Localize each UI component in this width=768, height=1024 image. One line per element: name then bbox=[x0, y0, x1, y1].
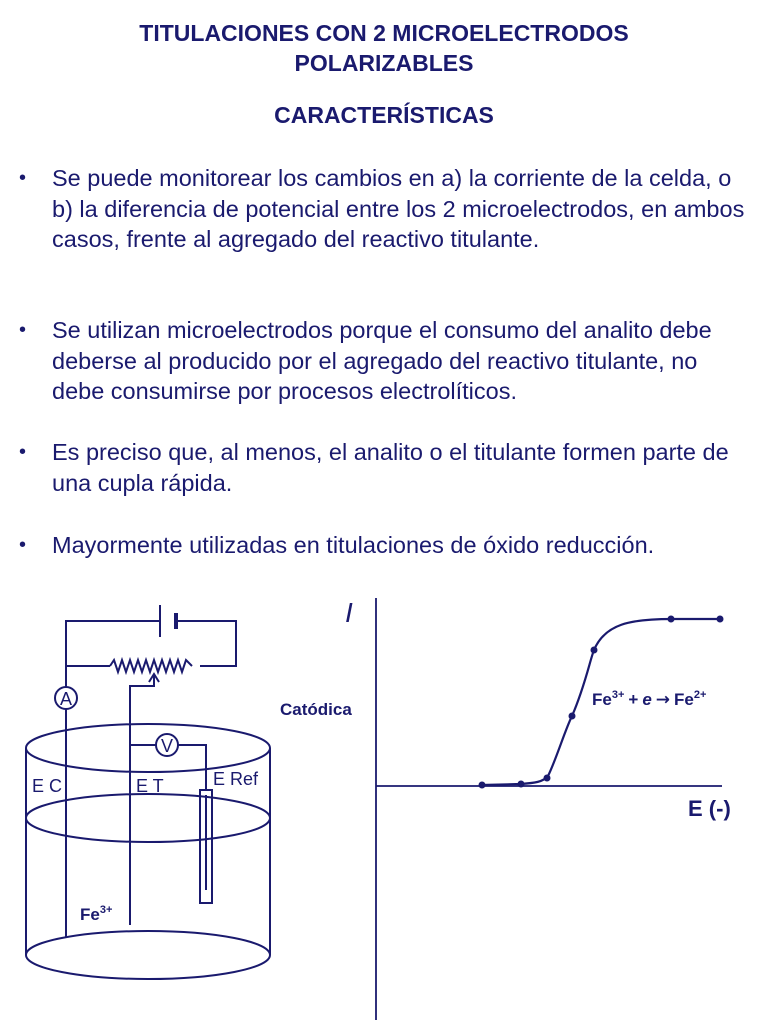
voltmeter-label: V bbox=[160, 736, 174, 756]
graph bbox=[280, 597, 731, 1020]
curve-point bbox=[569, 713, 576, 720]
page-title-line1: TITULACIONES CON 2 MICROELECTRODOS bbox=[139, 20, 629, 46]
page-subtitle: CARACTERÍSTICAS bbox=[274, 102, 494, 128]
bullet-text-1: Se puede monitorear los cambios en a) la corriente de la celda, o b) la diferencia de potencial entre los 2 microelectrodos, en ambos casos, frente al agregado del reactivo titulante. bbox=[52, 165, 745, 252]
bullet-dot: • bbox=[19, 167, 27, 189]
curve-point bbox=[479, 782, 486, 789]
bullet-dot: • bbox=[19, 441, 27, 463]
ammeter-label: A bbox=[59, 689, 73, 709]
working-electrode-label: E T bbox=[136, 776, 164, 796]
y-axis-label: I bbox=[345, 597, 353, 628]
bullet-text-3: Es preciso que, al menos, el analito o el titulante formen parte de una cupla rápida. bbox=[52, 439, 729, 496]
curve-point bbox=[544, 775, 551, 782]
beaker-bottom-ellipse bbox=[26, 931, 270, 979]
reaction-label: $Fe^{3+} + e \to Fe^{2+}$ bbox=[592, 689, 707, 710]
counter-electrode-label: E C bbox=[32, 776, 63, 796]
curve-point bbox=[717, 616, 724, 623]
region-label: Catódica bbox=[280, 700, 352, 719]
bullet-dot: • bbox=[19, 534, 27, 556]
beaker-top-ellipse bbox=[26, 724, 270, 772]
voltmeter-wire-right bbox=[178, 745, 206, 790]
page-title-line2: POLARIZABLES bbox=[294, 50, 474, 76]
curve-point bbox=[591, 647, 598, 654]
reference-electrode-label: E Ref bbox=[213, 769, 259, 789]
x-axis-label: E (-) bbox=[688, 796, 731, 821]
bullet-text-2: Se utilizan microelectrodos porque el consumo del analito debe deberse al producido por el agregado del reactivo titulante, no debe consumirse por procesos electrolíticos. bbox=[52, 317, 712, 404]
bullet-text-4: Mayormente utilizadas en titulaciones de óxido reducción. bbox=[52, 532, 655, 558]
slider-contact bbox=[130, 676, 154, 760]
analyte-label: $Fe^{3+}$ bbox=[80, 904, 113, 924]
liquid-surface-ellipse bbox=[26, 794, 270, 842]
curve-point bbox=[668, 616, 675, 623]
bullet-dot: • bbox=[19, 319, 27, 341]
curve-point bbox=[518, 781, 525, 788]
resistor-coil bbox=[110, 660, 192, 672]
